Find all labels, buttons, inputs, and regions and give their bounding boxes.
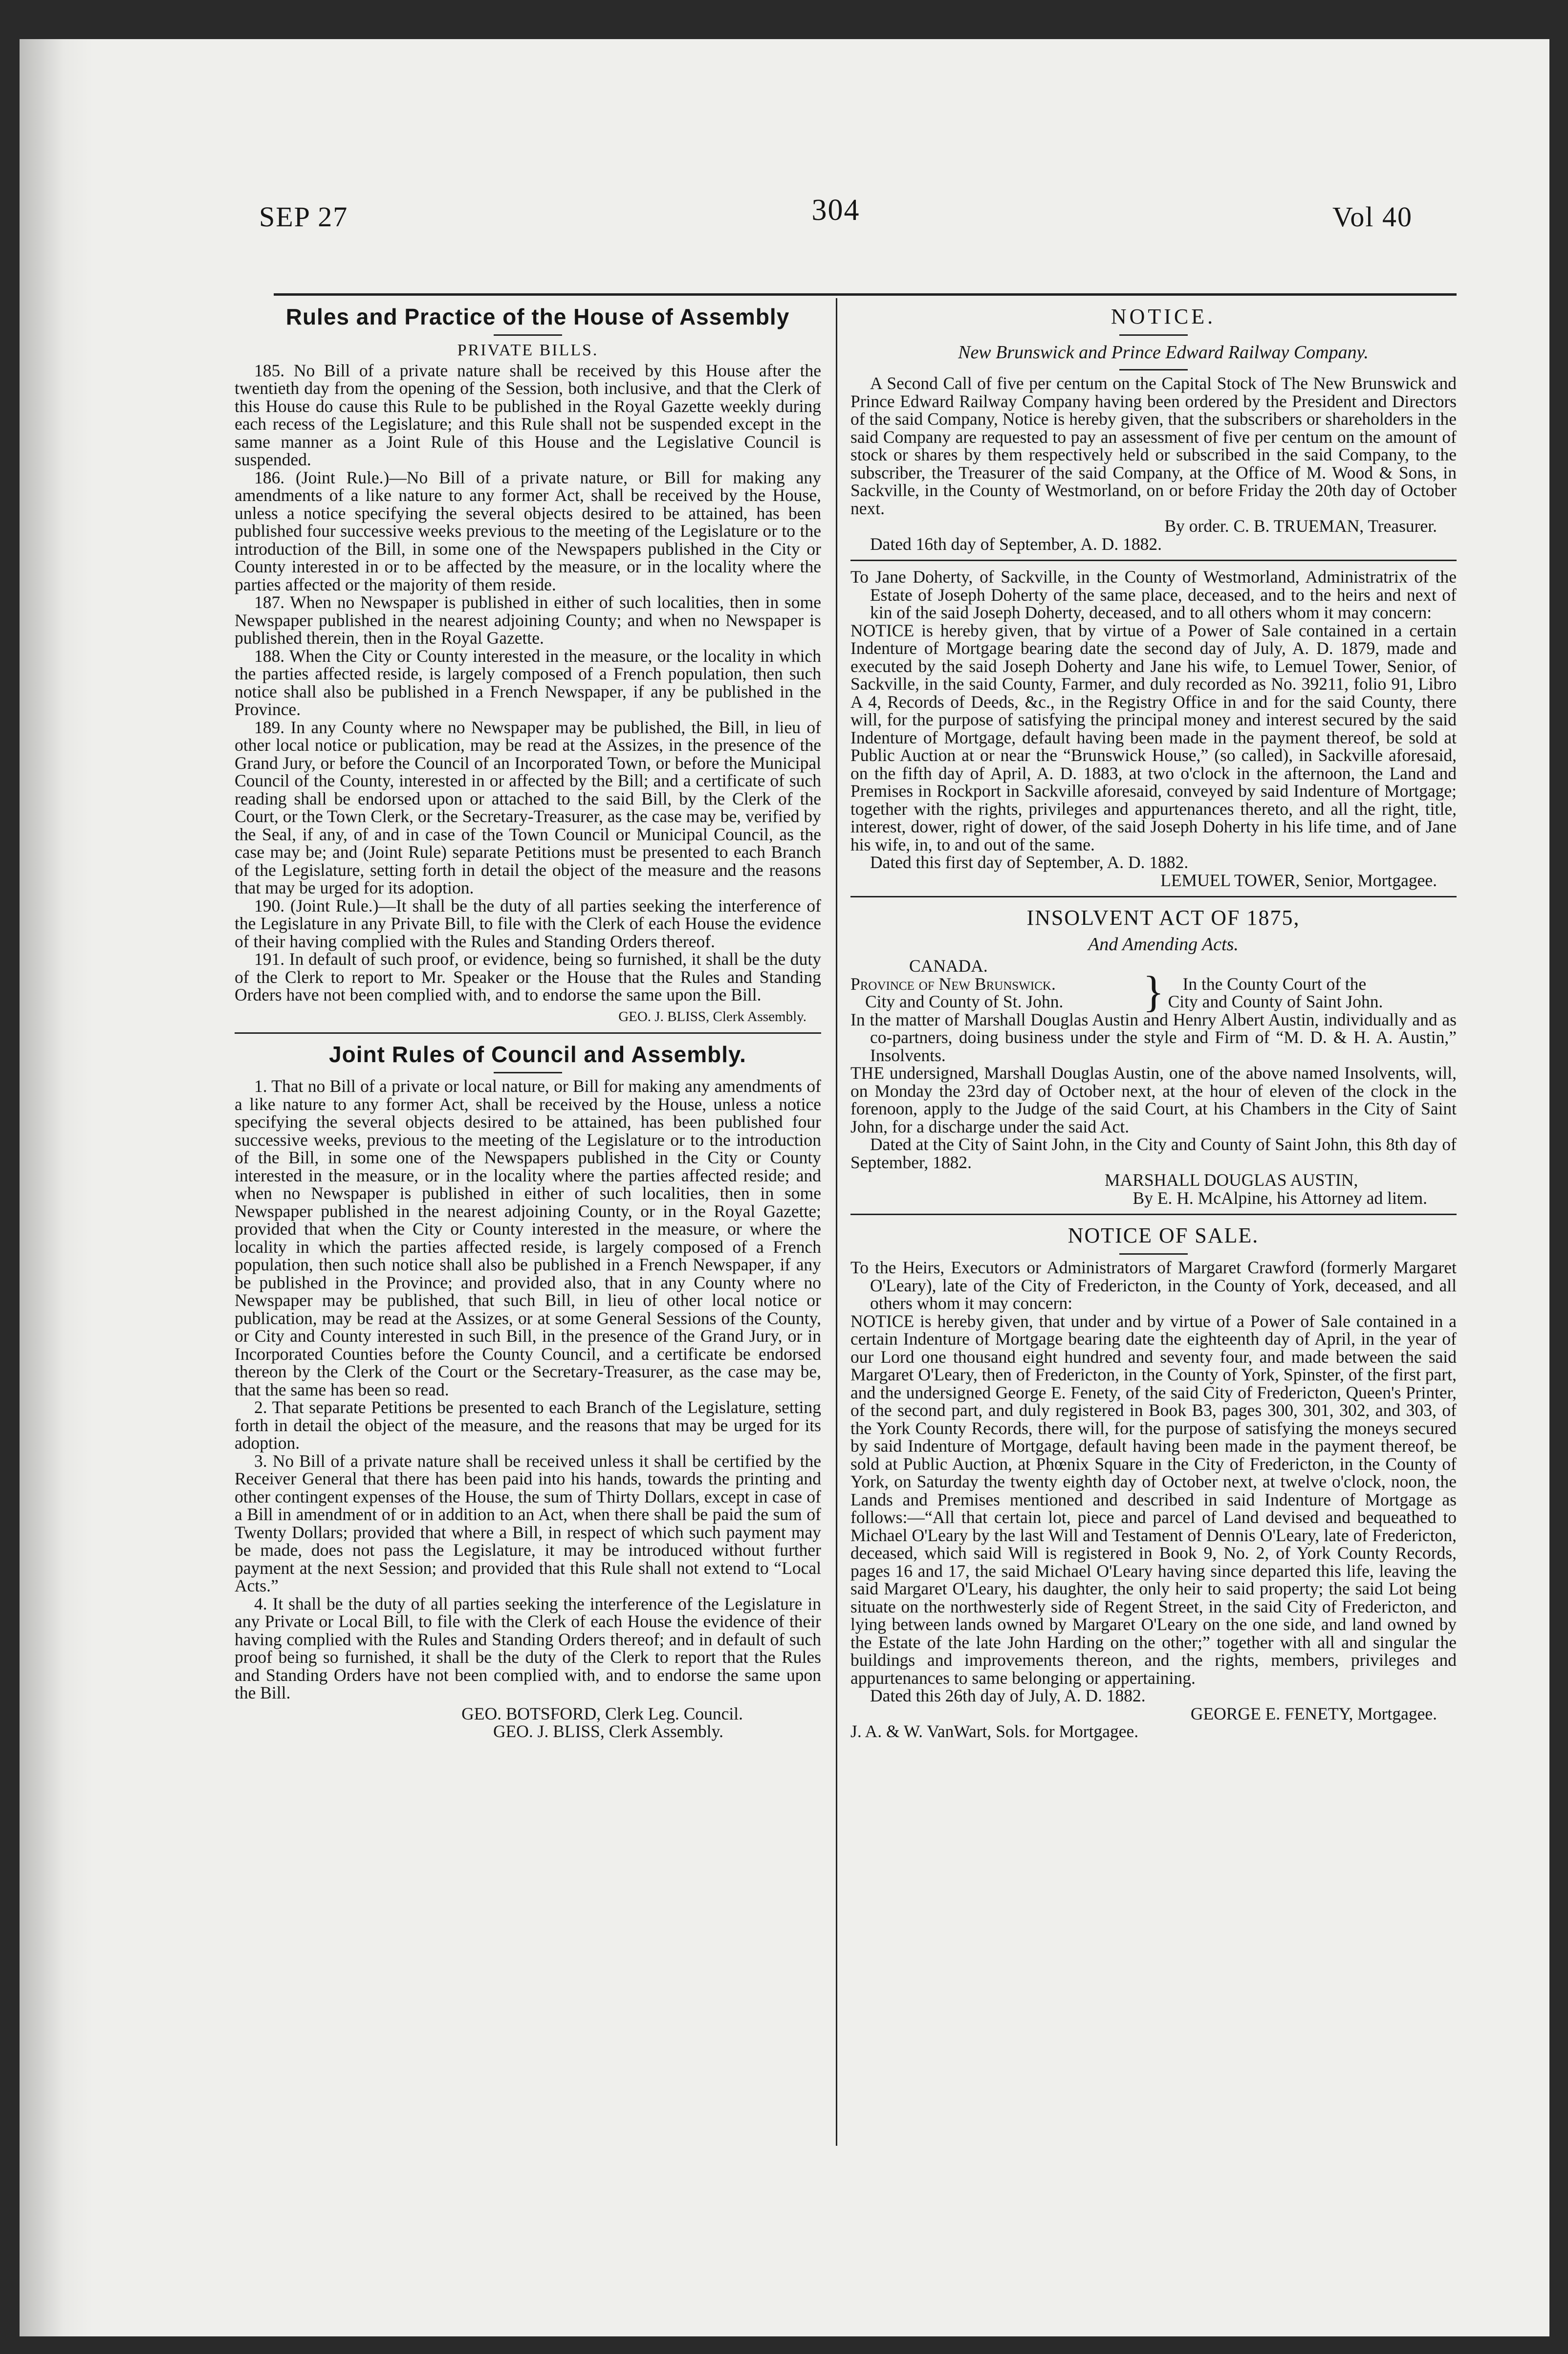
court-line-2: City and County of Saint John.: [1168, 992, 1383, 1011]
notice-title-rule: [1119, 334, 1188, 336]
doherty-notice-date: Dated this first day of September, A. D. 1882.: [870, 852, 1189, 872]
clerk-signature-1: GEO. J. BLISS, Clerk Assembly.: [618, 1008, 806, 1024]
doherty-notice-body: NOTICE is hereby given, that by virtue of a Power of Sale contained in a certain Indenture of Mortgage bearing date the second day of July, A. D. 1879, made and executed by the said Joseph Doherty and Jane his wife, to Lemuel Tower, Senior, of Sackville, in the said County, Farmer, and duly recorded as No. 39211, folio 91, Libro A 4, Records of Deeds, &c., in the Registry Office in and for the said County, there will, for the purpose of satisfying the principal money and interest secured by the said Indenture of Mortgage, default having been made in the payment thereof, be sold at Public Auction at or near the “Brunswick House,” (so called), in Sackville aforesaid, on the fifth day of April, A. D. 1883, at two o'clock in the afternoon, the Land and Premises in Rockport in Sackville aforesaid, conveyed by said Indenture of Mortgage; together with the rights, privileges and appurtenances thereto, and all the right, title, interest, dower, right of dower, of the said Joseph Doherty in his life time, and of Jane his wife, in, to and out of the same.: [850, 620, 1457, 854]
city-county-line: City and County of St. John.: [865, 992, 1064, 1011]
doherty-address: To Jane Doherty, of Sackville, in the County of Westmorland, Administratrix of the Estate of Joseph Doherty of the same place, deceased, and to the heirs and next of kin of the said Joseph Doherty, deceased, and to all others whom it may concern:: [850, 567, 1457, 622]
insolvent-act-subtitle: And Amending Acts.: [1088, 934, 1239, 955]
page-header: [259, 194, 1413, 240]
notice-of-sale-title: NOTICE OF SALE.: [1067, 1223, 1259, 1247]
canada-heading: CANADA.: [909, 956, 988, 976]
railway-notice-signature: By order. C. B. TRUEMAN, Treasurer.: [1164, 516, 1437, 536]
notice-subtitle: New Brunswick and Prince Edward Railway Company.: [958, 342, 1369, 363]
section-rule: [850, 560, 1457, 561]
court-line-1: In the County Court of the: [1182, 974, 1367, 994]
section-rule: [850, 896, 1457, 897]
doherty-notice-signature: LEMUEL TOWER, Senior, Mortgagee.: [1160, 870, 1437, 890]
joint-rule-3: 3. No Bill of a private nature shall be received unless it shall be certified by the Receiver General that there has been paid into his hands, towards the printing and other contingent expenses of the House, the sum of Thirty Dollars, except in case of a Bill in amendment of or in addition to an Act, when there shall be paid the sum of Twenty Dollars; provided that where a Bill, in respect of which such payment may be made, does not pass the Legislature, it may be introduced without further payment at the next Session; and provided that this Rule shall not extend to “Local Acts.”: [235, 1451, 821, 1595]
rule-191: 191. In default of such proof, or evidence, being so furnished, it shall be the duty of the Clerk to report to Mr. Speaker or the House that the Rules and Standing Orders have not been complied with, and to endorse the same upon the Bill.: [235, 949, 821, 1004]
private-bills-heading: PRIVATE BILLS.: [457, 341, 599, 359]
railway-notice-body: A Second Call of five per centum on the Capital Stock of The New Brunswick and Prince Edward Railway Company having been ordered by the President and Directors of the said Company, Notice is hereby given, that the subscribers or shareholders in the said Company are requested to pay an assessment of five per centum on the amount of stock or shares by them respectively held or subscribed in the said Company, to the subscriber, the Treasurer of the said Company, at the Office of M. Wood & Sons, in Sackville, in the County of Westmorland, on or before Friday the 20th day of October next.: [850, 373, 1457, 518]
insolvent-attorney: By E. H. McAlpine, his Attorney ad litem.: [1132, 1188, 1427, 1208]
insolvent-act-title: INSOLVENT ACT OF 1875,: [1026, 906, 1300, 930]
sale-address: To the Heirs, Executors or Administrators of Margaret Crawford (formerly Margaret O'Leary), late of the City of Fredericton, in the County of York, deceased, and all others whom it may concern:: [850, 1258, 1457, 1313]
joint-rule-4: 4. It shall be the duty of all parties seeking the interference of the Legislature in any Private or Local Bill, to file with the Clerk of each House the evidence of their having complied with the Rules and Standing Orders thereof; and in default of such proof being so furnished, it shall be the duty of the Clerk to report that the Rules and Standing Orders have not been complied with, and to endorse the same upon the Bill.: [235, 1593, 821, 1702]
sale-notice-body: NOTICE is hereby given, that under and by virtue of a Power of Sale contained in a certain Indenture of Mortgage bearing date the eighteenth day of April, in the year of our Lord one thousand eight hundred and seventy four, and made between the said Margaret O'Leary, then of Fredericton, in the County of York, Spinster, of the first part, and the undersigned George E. Fenety, of the said City of Fredericton, Queen's Printer, of the second part, and duly registered in Book B3, pages 300, 301, 302, and 303, of the York County Records, there will, for the purpose of satisfying the moneys secured by said Indenture of Mortgage, default having been made in the payment thereof, be sold at Public Auction, at Phœnix Square in the City of Fredericton, in the County of York, on Saturday the twenty eighth day of October next, at twelve o'clock, noon, the Lands and Premises mentioned and described in said Indenture of Mortgage as follows:—“All that certain lot, piece and parcel of Land devised and bequeathed to Michael O'Leary by the last Will and Testament of Dennis O'Leary, late of Fredericton, deceased, which said Will is registered in Book 9, No. 2, of York County Records, pages 16 and 17, the said Michael O'Leary having since departed this life, leaving the said Margaret O'Leary, his daughter, the only heir to said property; the said Lot being situate on the northwesterly side of Regent Street, in the said City of Fredericton, and lying between lands owned by Margaret O'Leary on the one side, and land owned by the Estate of the late John Harding on the other;” together with all and singular the buildings and improvements thereon, and the rights, members, privileges and appurtenances to same belonging or appertaining.: [850, 1311, 1457, 1688]
insolvent-notice-body: THE undersigned, Marshall Douglas Austin, one of the above named Insolvents, will, on Monday the 23rd day of October next, at the hour of eleven of the clock in the forenoon, apply to the Judge of the said Court, at his Chambers in the City of Saint John, for a discharge under the said Act.: [850, 1063, 1457, 1136]
rule-190: 190. (Joint Rule.)—It shall be the duty of all parties seeking the interference of the Legislature in any Private Bill, to file with the Clerk of each House the evidence of their having complied with the Rules and Standing Orders thereof.: [235, 895, 821, 951]
joint-rule-1: 1. That no Bill of a private or local nature, or Bill for making any amendments of a like nature to any former Act, shall be received by the House, unless a notice specifying the several objects desired to be attained, has been published four successive weeks, previous to the meeting of the Legislature or to the introduction of the Bill, in some one of the Newspapers published in the City or County interested in the measure, or in the locality where the parties affected reside; and when no Newspaper is published in either of such localities, then in some Newspaper published in the nearest adjoining County, or in the Royal Gazette; provided that when the City or County interested in the measure, or where the locality in which the parties affected reside, is largely composed of a French population, then such notice shall also be published in a French Newspaper, if any be published in the Province; and provided also, that in any County where no Newspaper may be published, that such Bill, in lieu of other local notice or publication, may be read at the Assizes, or at some General Sessions of the County, or City and County interested in such Bill, in the presence of the Grand Jury, or in Incorporated Counties before the County Council, and a certificate be endorsed thereon by the Clerk of the Court or the Secretary-Treasurer, as the case may be, that the same has been so read.: [235, 1076, 821, 1399]
bliss-signature: GEO. J. BLISS, Clerk Assembly.: [493, 1722, 723, 1741]
notice-title: NOTICE.: [1111, 305, 1216, 328]
botsford-signature: GEO. BOTSFORD, Clerk Leg. Council.: [461, 1703, 743, 1723]
rule-189: 189. In any County where no Newspaper may be published, the Bill, in lieu of other local notice or publication, may be read at the Assizes, in the presence of the Grand Jury, or before the Council of an Incorporated Town, or before the Municipal Council of the County, interested in or affected by the Bill; and a certificate of such reading shall be endorsed upon or attached to the said Bill, by the Clerk of the Court, or the Town Clerk, or the Secretary-Treasurer, as the case may be, verified by the Seal, if any, of and in case of the Town Council or Municipal Council, as the case may be; and (Joint Rule) separate Petitions must be presented to each Branch of the Legislature, setting forth in detail the object of the measure and the reasons that may be urged for its adoption.: [235, 717, 821, 897]
section-rule: [235, 1032, 821, 1034]
sale-signature: GEORGE E. FENETY, Mortgagee.: [1190, 1703, 1437, 1723]
joint-rules-title: Joint Rules of Council and Assembly.: [329, 1042, 746, 1067]
header-rule: [274, 293, 1457, 296]
header-volume: Vol 40: [1332, 201, 1413, 233]
court-jurisdiction: [850, 967, 1457, 1016]
newspaper-page: [20, 39, 1549, 2336]
province-line: Province of New Brunswick.: [850, 974, 1056, 994]
court-block: [1168, 975, 1457, 1011]
sale-notice-date: Dated this 26th day of July, A. D. 1882.: [870, 1686, 1146, 1705]
section-rule: [850, 1214, 1457, 1215]
header-page-number: 304: [811, 194, 860, 227]
rule-188: 188. When the City or County interested in the measure, or the locality in which the parties affected reside, is largely composed of a French population, then such notice shall also be published in a French Newspaper, if any be published in the Province.: [235, 646, 821, 719]
rules-title: Rules and Practice of the House of Assembly: [285, 304, 790, 329]
title-rule: [494, 334, 562, 336]
header-date: SEP 27: [259, 201, 348, 233]
insolvent-notice-dated: Dated at the City of Saint John, in the City and County of Saint John, this 8th day of September, 1882.: [850, 1134, 1457, 1172]
rule-187: 187. When no Newspaper is published in either of such localities, then in some Newspaper published in the nearest adjoining County; and when no Newspaper is published therein, then in the Royal Gazette.: [235, 592, 821, 648]
insolvent-signature: MARSHALL DOUGLAS AUSTIN,: [1105, 1170, 1358, 1190]
notice-subtitle-rule: [1119, 369, 1188, 371]
left-column: [235, 303, 821, 1741]
railway-notice-date: Dated 16th day of September, A. D. 1882.: [870, 534, 1162, 554]
sale-title-rule: [1119, 1253, 1188, 1255]
right-column: [850, 303, 1457, 1741]
joint-title-rule: [494, 1072, 562, 1073]
sale-solicitors: J. A. & W. VanWart, Sols. for Mortgagee.: [850, 1722, 1139, 1741]
province-block: [850, 975, 1139, 1011]
rule-185: 185. No Bill of a private nature shall be received by this House after the twentieth day from the opening of the Session, both inclusive, and that the Clerk of this House do cause this Rule to be published in the Royal Gazette weekly during each recess of the Legislature; and this Rule shall not be suspended except in the same manner as a Joint Rule of this House and the Legislative Council is suspended.: [235, 360, 821, 469]
rule-186: 186. (Joint Rule.)—No Bill of a private nature, or Bill for making any amendments of a like nature to any former Act, shall be received by the House, unless a notice specifying the several objects desired to be attained, has been published four successive weeks previous to the meeting of the Legislature or to the introduction of the Bill, in some one of the Newspapers published in the City or County interested in or to be affected by the measure, or in the locality where the parties affected or the majority of them reside.: [235, 467, 821, 594]
page-binding-shadow: [20, 39, 93, 2336]
insolvent-matter: In the matter of Marshall Douglas Austin and Henry Albert Austin, individually and as co-partners, doing business under the style and Firm of “M. D. & H. A. Austin,” Insolvents.: [850, 1009, 1457, 1065]
brace-glyph: }: [1143, 967, 1164, 1016]
joint-rule-2: 2. That separate Petitions be presented to each Branch of the Legislature, setting forth in detail the object of the measure, and the reasons that may be urged for its adoption.: [235, 1397, 821, 1453]
column-rule: [836, 298, 837, 2146]
